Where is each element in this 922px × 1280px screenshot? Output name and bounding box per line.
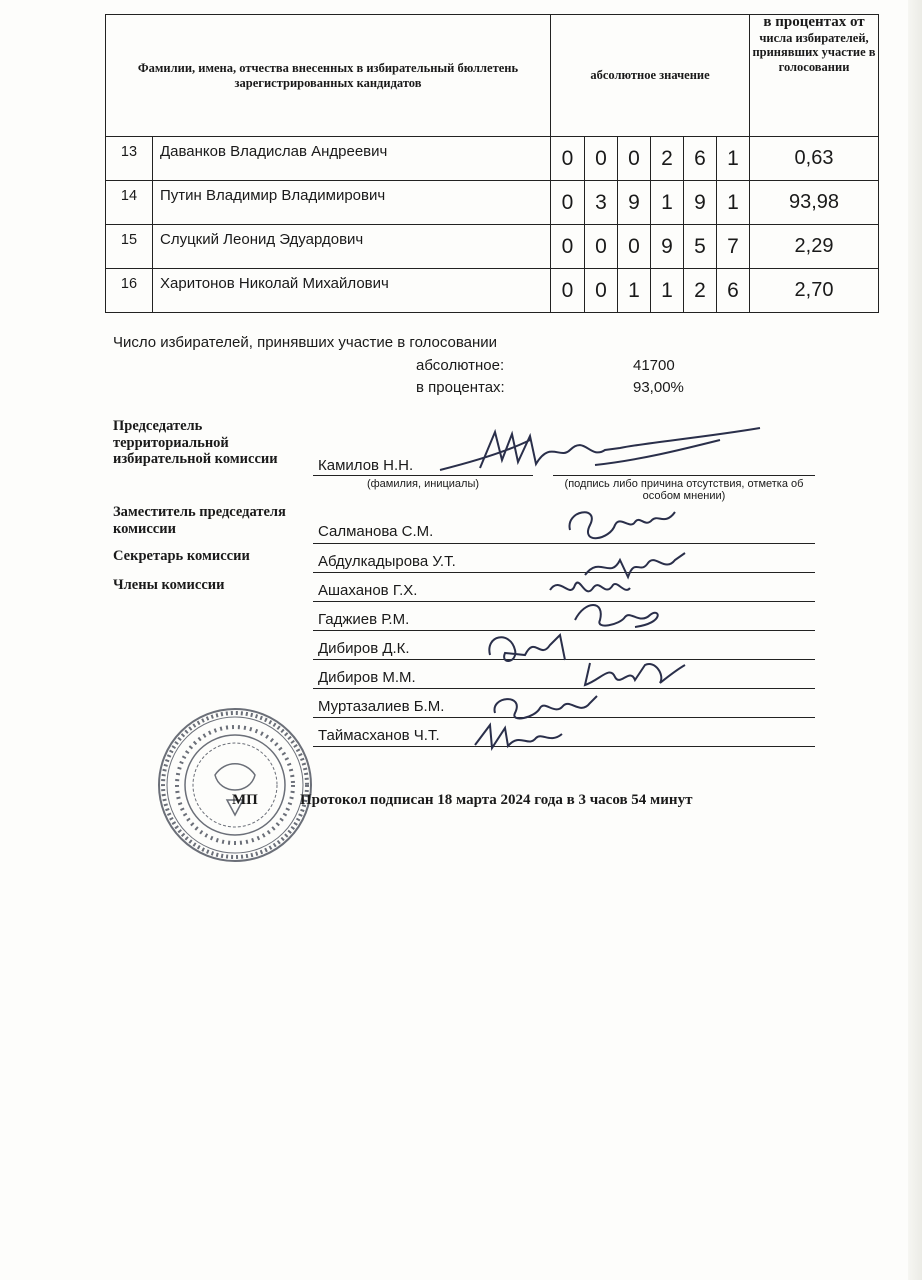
deputy-role: Заместитель председателя комиссии [113,504,286,537]
table-row [106,225,879,269]
secretary-role: Секретарь комиссии [113,548,250,564]
header-absolute: абсолютное значение [551,15,750,137]
member-name: Гаджиев Р.М. [318,611,410,628]
absolute-value-digits [551,181,749,224]
digit: 9 [650,225,683,268]
seal-stamp [155,705,315,865]
digit: 3 [584,181,617,224]
digit: 0 [561,235,574,258]
turnout-percent-label: в процентах: [416,379,505,396]
digit: 0 [584,269,617,312]
digit: 6 [716,269,749,312]
table-row [106,181,879,225]
absolute-value-digits [551,225,749,268]
header-percent [750,15,879,137]
signed-statement: Протокол подписан 18 марта 2024 года в 3 часов 54 минут [300,792,693,808]
deputy-name: Салманова С.М. [318,523,434,540]
header-percent-sub: числа избирателей, принявших участие в голосовании [752,30,876,74]
table-header-row [106,15,879,137]
digit: 9 [617,181,650,224]
seal-mark: МП [232,792,258,808]
caption-sign: (подпись либо причина отсутствия, отметка об особом мнении) [564,478,804,502]
table-row [106,269,879,313]
member-name: Дибиров Д.К. [318,640,410,657]
percent-value: 93,98 [750,181,879,225]
results-table [105,14,879,313]
digit: 1 [617,269,650,312]
member-name: Таймасханов Ч.Т. [318,727,440,744]
digit: 0 [617,137,650,180]
chair-name: Камилов Н.Н. [318,457,414,474]
digit: 7 [716,225,749,268]
caption-name: (фамилия, инициалы) [366,478,480,490]
digit: 0 [561,191,574,214]
digit: 0 [561,147,574,170]
digit: 0 [561,279,574,302]
table-row [106,137,879,181]
members-role: Члены комиссии [113,577,225,593]
digit: 1 [650,181,683,224]
row-number: 13 [106,137,153,180]
digit: 2 [683,269,716,312]
header-percent-main: в процентах от [763,14,865,30]
digit: 1 [650,269,683,312]
digit: 9 [683,181,716,224]
digit: 0 [584,137,617,180]
row-number: 16 [106,269,153,312]
chair-role: Председатель территориальной избирательной комиссии [113,418,278,467]
row-number: 14 [106,181,153,224]
digit: 2 [650,137,683,180]
member-signature [470,720,570,755]
candidate-name: Слуцкий Леонид Эдуардович [160,231,364,248]
digit: 5 [683,225,716,268]
percent-value: 0,63 [750,137,879,181]
header-candidates: Фамилии, имена, отчества внесенных в избирательный бюллетень зарегистрированных кандидатов [106,15,551,137]
digit: 6 [683,137,716,180]
row-number: 15 [106,225,153,268]
turnout-percent-value: 93,00% [633,379,684,396]
member-name: Дибиров М.М. [318,669,416,686]
deputy-signature [560,500,700,550]
member-name: Муртазалиев Б.М. [318,698,445,715]
percent-value: 2,29 [750,225,879,269]
turnout-absolute-value: 41700 [633,357,675,374]
candidate-name: Даванков Владислав Андреевич [160,143,388,160]
turnout-absolute-label: абсолютное: [416,357,505,374]
absolute-value-digits [551,137,749,180]
chair-signature [420,420,780,490]
candidate-name: Харитонов Николай Михайлович [160,275,389,292]
digit: 0 [584,225,617,268]
candidate-name: Путин Владимир Владимирович [160,187,386,204]
percent-value: 2,70 [750,269,879,313]
digit: 1 [716,181,749,224]
page-edge [908,0,922,1280]
member-name: Ашаханов Г.Х. [318,582,418,599]
turnout-label: Число избирателей, принявших участие в голосовании [113,334,498,351]
secretary-name: Абдулкадырова У.Т. [318,553,456,570]
absolute-value-digits [551,269,749,312]
digit: 0 [617,225,650,268]
digit: 1 [716,137,749,180]
